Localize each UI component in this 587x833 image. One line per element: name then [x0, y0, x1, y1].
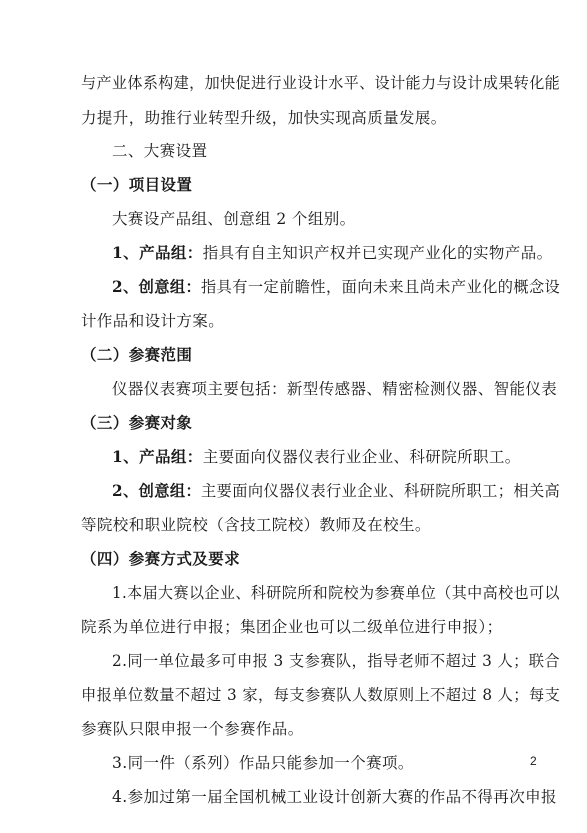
paragraph-line: 计作品和设计方案。 [81, 312, 225, 330]
paragraph-line: 力提升，助推行业转型升级，加快实现高质量发展。 [81, 109, 447, 127]
item-text: 指具有自主知识产权并已实现产业化的实物产品。 [202, 244, 553, 262]
paragraph-line: 与产业体系构建，加快促进行业设计水平、设计能力与设计成果转化能 [81, 74, 561, 92]
paragraph-line: 3.同一件（系列）作品只能参加一个赛项。 [112, 754, 414, 772]
list-item [112, 277, 560, 297]
item-text: 主要面向仪器仪表行业企业、科研院所职工；相关高 [201, 482, 561, 500]
item-label: 2、创意组： [112, 277, 202, 296]
list-item [112, 447, 521, 467]
paragraph-line: 申报单位数量不超过 3 家，每支参赛队人数原则上不超过 8 人；每支 [81, 686, 561, 704]
item-label: 2、创意组： [112, 481, 202, 500]
subsection-heading: （二）参赛范围 [81, 345, 193, 364]
paragraph-line: 仪器仪表赛项主要包括：新型传感器、精密检测仪器、智能仪表 [112, 380, 558, 398]
page-number: 2 [530, 754, 537, 768]
paragraph-line: 4.参加过第一届全国机械工业设计创新大赛的作品不得再次申报 [112, 788, 557, 806]
list-item [112, 481, 560, 501]
item-label: 1、产品组： [112, 447, 203, 466]
subsection-heading: （一）项目设置 [81, 175, 193, 194]
section-heading: 二、大赛设置 [112, 142, 208, 160]
item-label: 1、产品组： [112, 243, 203, 262]
paragraph-line: 等院校和职业院校（含技工院校）教师及在校生。 [81, 516, 431, 534]
paragraph-line: 1.本届大赛以企业、科研院所和院校为参赛单位（其中高校也可以 [112, 584, 560, 602]
subsection-heading: （四）参赛方式及要求 [81, 549, 241, 568]
list-item [112, 243, 553, 263]
item-text: 指具有一定前瞻性，面向未来且尚未产业化的概念设 [201, 278, 561, 296]
paragraph-line: 院系为单位进行申报；集团企业也可以二级单位进行申报）； [81, 618, 503, 636]
paragraph-line: 参赛队只限申报一个参赛作品。 [81, 720, 304, 738]
subsection-heading: （三）参赛对象 [81, 413, 193, 432]
paragraph-line: 大赛设产品组、创意组 2 个组别。 [112, 210, 356, 228]
paragraph-line: 2.同一单位最多可申报 3 支参赛队，指导老师不超过 3 人；联合 [112, 652, 561, 670]
item-text: 主要面向仪器仪表行业企业、科研院所职工。 [202, 448, 521, 466]
